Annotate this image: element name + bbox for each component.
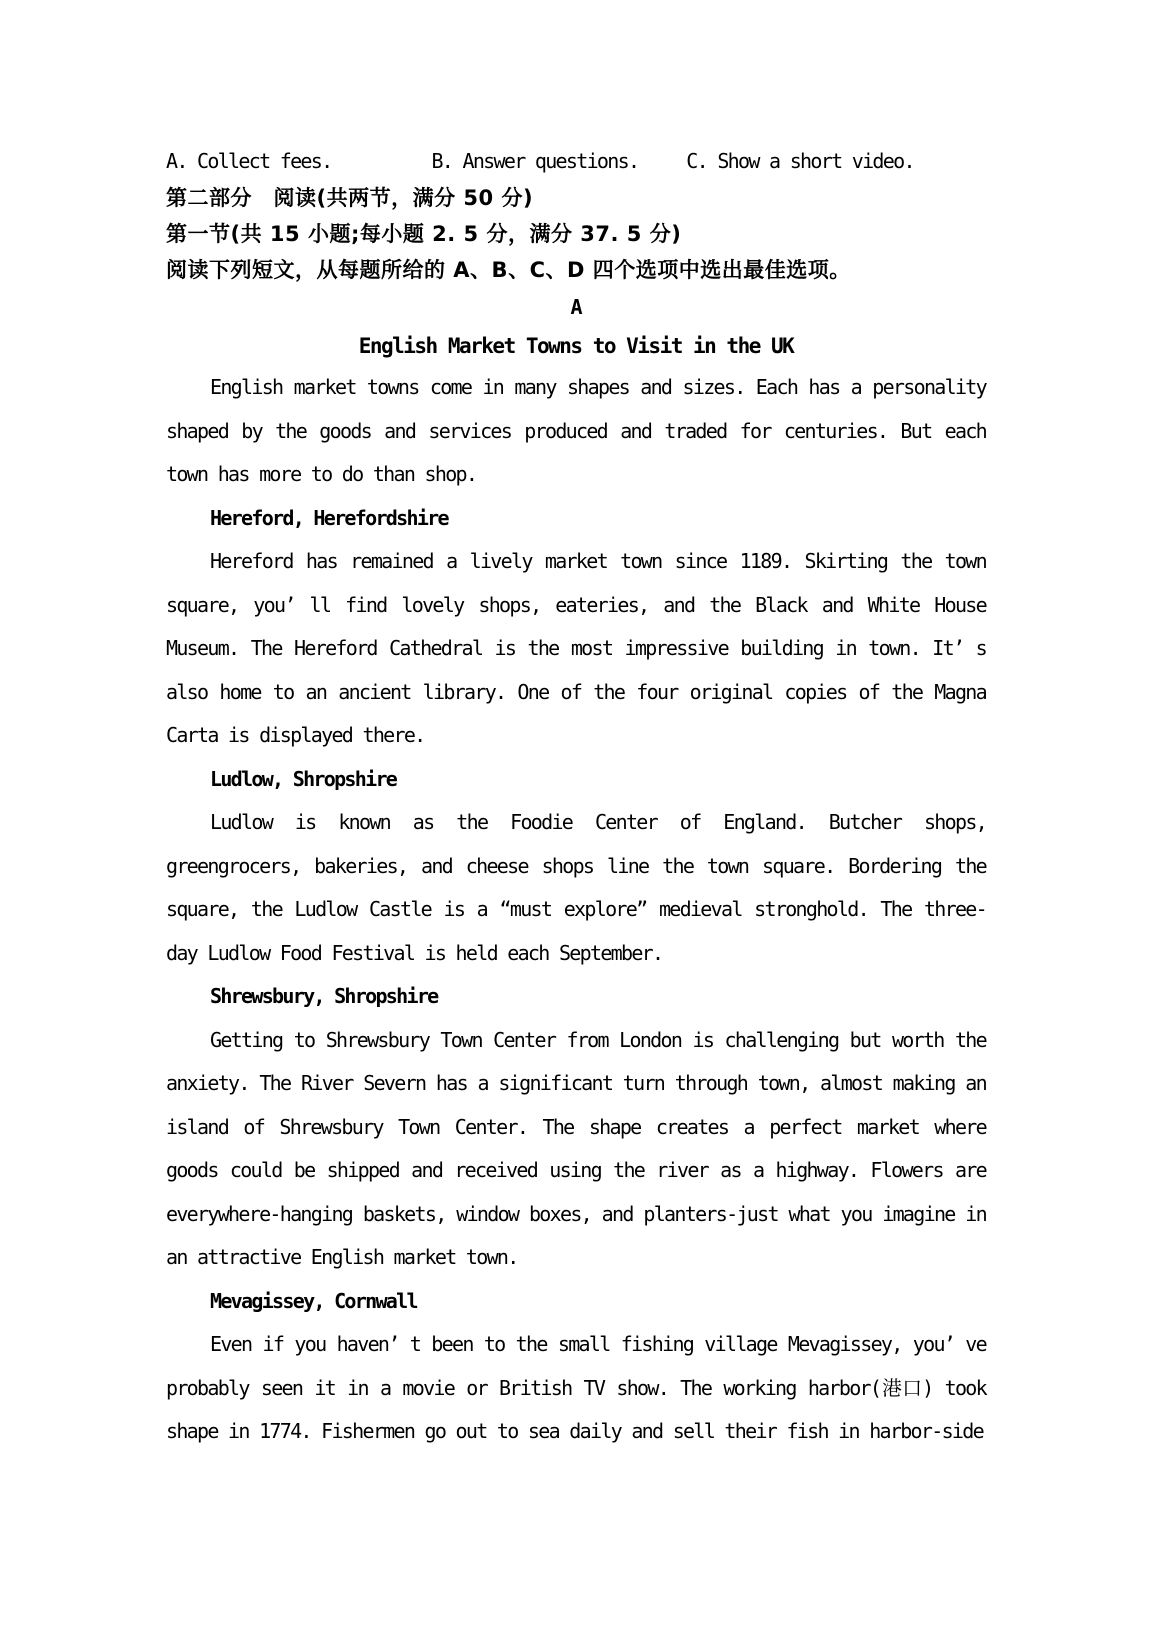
town-paragraph-shrewsbury: Getting to Shrewsbury Town Center from London is challenging but worth the anxiety. The River Severn has a significant turn through town, almost making an island of Shrewsbury Town Center. The shape creates a perfect market where goods could be shipped and received using the river as a highway. Flowers are everywhere-hanging baskets, window boxes, and planters-just what you imagine in an attractive English market town. (166, 1027, 986, 1269)
town-heading-shrewsbury: Shrewsbury, Shropshire (210, 984, 438, 1008)
option-a: A. Collect fees. (166, 149, 332, 173)
part-heading: 第二部分 阅读(共两节，满分 50 分) (166, 186, 534, 210)
passage-title: English Market Towns to Visit in the UK (358, 334, 794, 358)
passage-body (166, 366, 986, 1454)
option-c: C. Show a short video. (686, 149, 914, 173)
passage-label: A (570, 295, 582, 319)
exam-page (166, 143, 986, 1454)
town-paragraph-hereford: Hereford has remained a lively market town since 1189. Skirting the town square, you’ ll find lovely shops, eateries, and the Black and White House Museum. The Hereford Cathedral is the most impressive building in town. It’ s also home to an ancient library. One of the four original copies of the Magna Carta is displayed there. (166, 549, 986, 747)
town-heading-mevagissey: Mevagissey, Cornwall (210, 1288, 417, 1313)
town-heading-hereford: Hereford, Herefordshire (210, 505, 448, 530)
instructions: 阅读下列短文，从每题所给的 A、B、C、D 四个选项中选出最佳选项。 (166, 258, 851, 282)
town-paragraph-mevagissey: Even if you haven’ t been to the small fishing village Mevagissey, you’ ve probably seen it in a movie or British TV show. The working harbor(港口) took shape in 1774. Fishermen go out to sea daily and sell their fish in harbor-side (166, 1332, 986, 1443)
answer-options-row (166, 143, 986, 180)
option-b: B. Answer questions. (431, 149, 639, 173)
town-paragraph-ludlow: Ludlow is known as the Foodie Center of England. Butcher shops, greengrocers, bakeries, and cheese shops line the town square. Bordering the square, the Ludlow Castle is a “must explore” medieval stronghold. The three-day Ludlow Food Festival is held each September. (166, 810, 986, 965)
town-heading-ludlow: Ludlow, Shropshire (210, 766, 397, 791)
section-heading: 第一节(共 15 小题;每小题 2. 5 分，满分 37. 5 分) (166, 222, 682, 246)
intro-paragraph: English market towns come in many shapes and sizes. Each has a personality shaped by the goods and services produced and traded for centuries. But each town has more to do than shop. (166, 375, 986, 486)
